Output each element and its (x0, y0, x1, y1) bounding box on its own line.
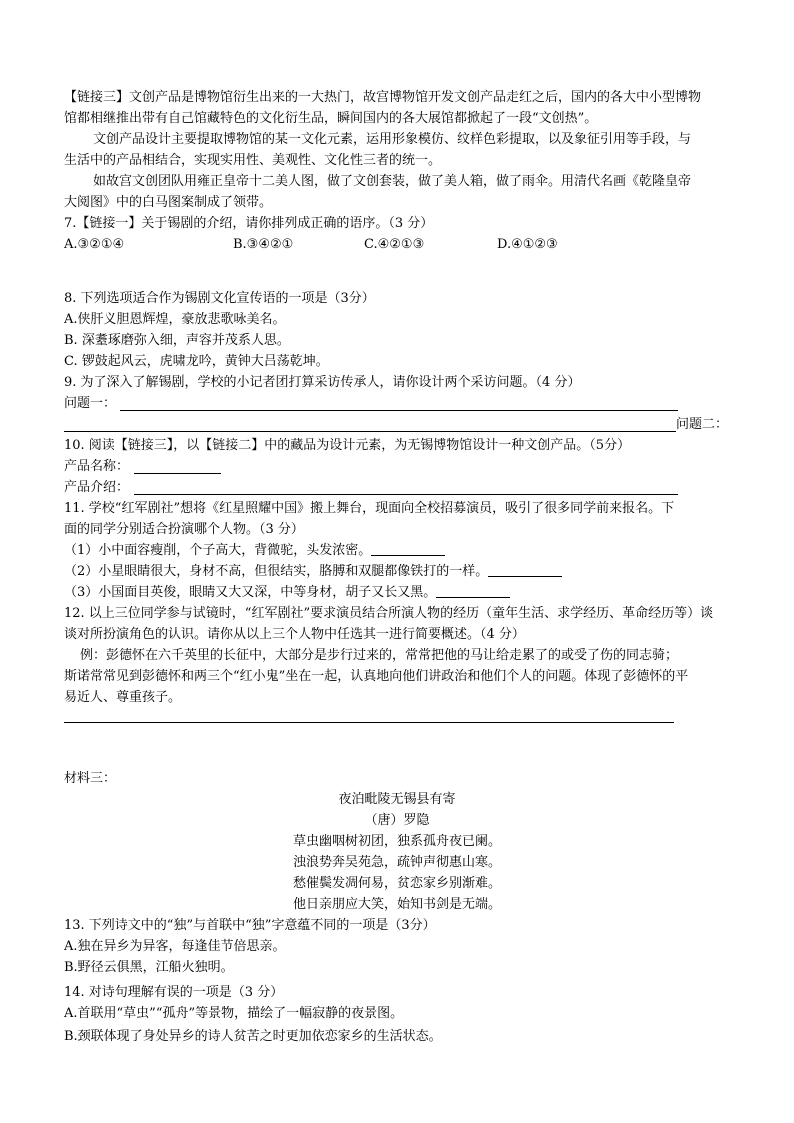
q8-option-a[interactable]: A.侠肝义胆恩辉煌，豪放悲歌咏美名。 (64, 312, 286, 327)
q10-product-name-line[interactable] (134, 473, 221, 474)
q11-item-2-blank[interactable] (488, 562, 562, 577)
poem-line-4: 他日亲朋应大笑，始知书剑是无端。 (292, 897, 501, 912)
q11-item-1-blank[interactable] (371, 541, 445, 556)
poem-line-1: 草虫幽咽树初团，独系孤舟夜已阑。 (292, 834, 501, 849)
q10-product-intro-line[interactable] (134, 494, 678, 495)
material-three-heading: 材料三： (64, 771, 117, 786)
link3-paragraph-line: 馆都相继推出带有自己馆藏特色的文化衍生品，瞬间国内的各大展馆都掀起了一段“文创热”。 (64, 111, 598, 126)
q9-answer-line-one[interactable] (120, 410, 678, 411)
q8-option-c[interactable]: C. 锣鼓起风云，虎啸龙吟，黄钟大吕荡乾坤。 (64, 354, 329, 369)
q11-item-3-blank[interactable] (436, 583, 510, 598)
link3-paragraph-line: 如故宫文创团队用雍正皇帝十二美人图，做了文创套装，做了美人箱，做了雨伞。用清代名画《乾隆皇帝 (93, 174, 692, 189)
q11-item-2-text: （2）小星眼睛很大，身材不高，但很结实，胳膊和双腿都像铁打的一样。 (64, 564, 489, 579)
q14-option-b[interactable]: B.颈联体现了身处异乡的诗人贫苦之时更加依恋家乡的生活状态。 (64, 1029, 442, 1044)
question-13: 13. 下列诗文中的“独”与首联中“独”字意蕴不同的一项是（3分） (64, 918, 436, 933)
question-8: 8. 下列选项适合作为锡剧文化宣传语的一项是（3分） (64, 291, 375, 306)
question-7: 7.【链接一】关于锡剧的介绍，请你排列成正确的语序。（3 分） (64, 216, 434, 231)
q12-answer-line[interactable] (64, 722, 674, 723)
q10-product-name-label: 产品名称： (64, 459, 130, 474)
q9-question-two-label: 问题二： (676, 417, 729, 432)
question-12-cont: 谈对所扮演角色的认识。请你从以上三个人物中任选其一进行简要概述。（4 分） (64, 627, 525, 642)
link3-paragraph-line: 文创产品设计主要提取博物馆的某一文化元素，运用形象模仿、纹样色彩提取，以及象征引用等手段，与 (93, 132, 692, 147)
q12-example-line: 例：彭德怀在六千英里的长征中，大部分是步行过来的，常常把他的马让给走累了的或受了伤的同志骑； (80, 648, 679, 663)
q9-question-one-label: 问题一： (64, 396, 117, 411)
q13-option-a[interactable]: A.独在异乡为异客，每逢佳节倍思亲。 (64, 939, 286, 954)
poem-line-3: 愁催鬓发凋何易，贫恋家乡别渐难。 (292, 876, 501, 891)
link3-paragraph-line: 大阅图》中的白马图案制成了领带。 (64, 195, 273, 210)
question-14: 14. 对诗句理解有误的一项是（3 分） (64, 985, 284, 1000)
poem-title: 夜泊毗陵无锡县有寄 (338, 792, 456, 807)
q12-example-line: 斯诺常常见到彭德怀和两三个“红小鬼”坐在一起，认真地向他们讲政治和他们个人的问题。体现了彭德怀的平 (64, 669, 689, 684)
q13-option-b[interactable]: B.野径云俱黑，江船火独明。 (64, 960, 234, 975)
q7-option-a[interactable]: A.③②①④ (64, 237, 125, 252)
q11-item-3-text: （3）小国面目英俊，眼睛又大又深，中等身材，胡子又长又黑。 (64, 585, 437, 600)
question-10: 10. 阅读【链接三】，以【链接二】中的藏品为设计元素，为无锡博物馆设计一种文创产品。（5分） (64, 438, 631, 453)
link3-paragraph-line: 生活中的产品相结合，实现实用性、美观性、文化性三者的统一。 (64, 153, 442, 168)
poem-line-2: 浊浪势奔吴苑急，疏钟声彻惠山寒。 (292, 855, 501, 870)
q11-item-1-text: （1）小中面容瘦削，个子高大，背微驼，头发浓密。 (64, 543, 372, 558)
poem-author: （唐）罗隐 (364, 813, 430, 828)
question-12: 12. 以上三位同学参与试镜时，“红军剧社”要求演员结合所演人物的经历（童年生活、求学经历、革命经历等）谈 (64, 606, 714, 621)
q7-option-c[interactable]: C.④②①③ (364, 237, 425, 252)
link3-paragraph-line: 【链接三】文创产品是博物馆衍生出来的一大热门，故宫博物馆开发文创产品走红之后，国内的各大中小型博物 (64, 90, 702, 105)
q10-product-intro-label: 产品介绍： (64, 480, 130, 495)
q12-example-line: 易近人、尊重孩子。 (64, 690, 182, 705)
q7-option-d[interactable]: D.④①②③ (497, 237, 558, 252)
q14-option-a[interactable]: A.首联用“草虫”“孤舟”等景物，描绘了一幅寂静的夜景图。 (64, 1006, 404, 1021)
q8-option-b[interactable]: B. 深耋琢磨弥入细，声容并茂系人思。 (64, 333, 290, 348)
q9-answer-line-one-cont[interactable] (64, 431, 676, 432)
question-11-cont: 面的同学分别适合扮演哪个人物。（3 分） (64, 522, 304, 537)
q11-item-3 (64, 582, 730, 603)
q11-item-1 (64, 540, 730, 561)
question-11: 11. 学校“红军剧社”想将《红星照耀中国》搬上舞台，现面向全校招募演员，吸引了很多同学前来报名。下 (64, 501, 675, 516)
question-9: 9. 为了深入了解锡剧，学校的小记者团打算采访传承人，请你设计两个采访问题。（4 分） (64, 375, 581, 390)
q11-item-2 (64, 561, 730, 582)
q7-option-b[interactable]: B.③④②① (233, 237, 294, 252)
